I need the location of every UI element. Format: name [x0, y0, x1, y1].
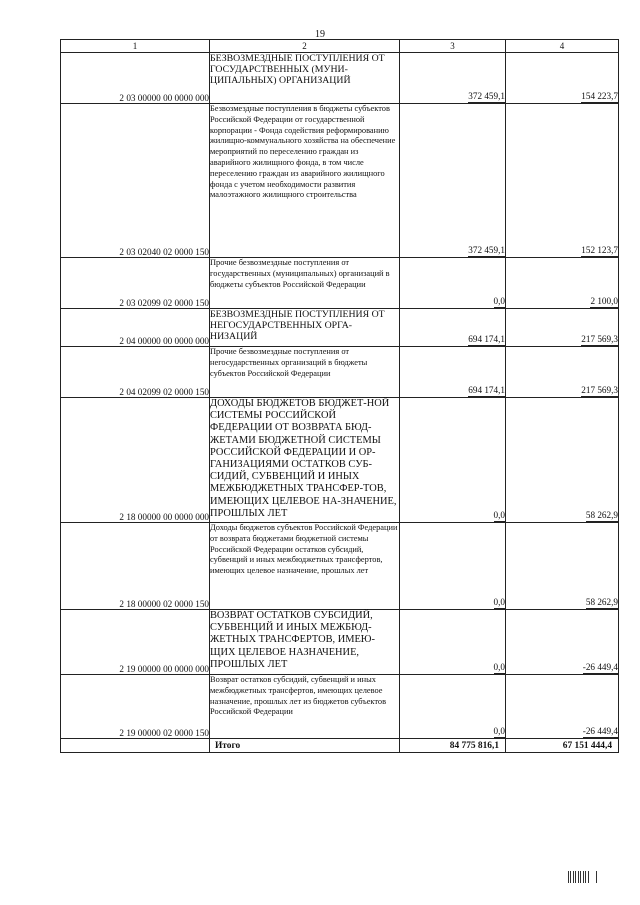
amount-col3 — [400, 309, 506, 347]
budget-code: 2 03 00000 00 0000 000 — [61, 53, 210, 104]
amount-col3 — [400, 610, 506, 675]
table-row — [61, 347, 619, 398]
budget-code: 2 03 02099 02 0000 150 — [61, 258, 210, 309]
total-row — [61, 739, 619, 753]
budget-revenue-table — [60, 39, 619, 753]
amount-col3 — [400, 104, 506, 258]
amount-col3-value: 694 174,1 — [468, 335, 505, 346]
revenue-name: Доходы бюджетов субъектов Российской Федерации от возврата бюджетами бюджетной системы Российской Федерации остатков субсидий, субвенций и иных межбюджетных трансфертов, имеющих целевое назначение, прошлых лет — [210, 523, 400, 610]
total-label: Итого — [210, 739, 400, 753]
amount-col3 — [400, 53, 506, 104]
budget-code: 2 04 02099 02 0000 150 — [61, 347, 210, 398]
amount-col4 — [506, 610, 619, 675]
budget-code: 2 18 00000 00 0000 000 — [61, 398, 210, 523]
revenue-name: ВОЗВРАТ ОСТАТКОВ СУБСИДИЙ, СУБВЕНЦИЙ И ИНЫХ МЕЖБЮД-ЖЕТНЫХ ТРАНСФЕРТОВ, ИМЕЮ-ЩИХ ЦЕЛЕВОЕ НАЗНАЧЕНИЕ, ПРОШЛЫХ ЛЕТ — [210, 610, 400, 675]
amount-col4 — [506, 258, 619, 309]
total-col4: 67 151 444,4 — [506, 739, 619, 753]
revenue-name: БЕЗВОЗМЕЗДНЫЕ ПОСТУПЛЕНИЯ ОТ НЕГОСУДАРСТВЕННЫХ ОРГА-НИЗАЦИЙ — [210, 309, 400, 347]
budget-code: 2 19 00000 00 0000 000 — [61, 610, 210, 675]
amount-col3-value: 0,0 — [494, 511, 505, 522]
amount-col3-value: 0,0 — [494, 297, 505, 308]
amount-col3-value: 0,0 — [494, 598, 505, 609]
table-row — [61, 675, 619, 739]
amount-col4-value: -26 449,4 — [583, 663, 618, 674]
amount-col4-value: 152 123,7 — [581, 246, 618, 257]
amount-col3 — [400, 398, 506, 523]
revenue-name: ДОХОДЫ БЮДЖЕТОВ БЮДЖЕТ-НОЙ СИСТЕМЫ РОССИЙСКОЙ ФЕДЕРАЦИИ ОТ ВОЗВРАТА БЮД-ЖЕТАМИ БЮДЖЕТНОЙ СИСТЕМЫ РОССИЙСКОЙ ФЕДЕРАЦИИ И ОР-ГАНИЗАЦИЯМИ ОСТАТКОВ СУБ-СИДИЙ, СУБВЕНЦИЙ И ИНЫХ МЕЖБЮДЖЕТНЫХ ТРАНСФЕР-ТОВ, ИМЕЮЩИХ ЦЕЛЕВОЕ НА-ЗНАЧЕНИЕ, ПРОШЛЫХ ЛЕТ — [210, 398, 400, 523]
amount-col3-value: 694 174,1 — [468, 386, 505, 397]
budget-code: 2 18 00000 02 0000 150 — [61, 523, 210, 610]
barcode-tail-mark — [596, 871, 597, 883]
column-header-name: 2 — [210, 40, 400, 53]
table-header-row — [61, 40, 619, 53]
amount-col3-value: 372 459,1 — [468, 246, 505, 257]
amount-col3-value: 372 459,1 — [468, 92, 505, 103]
amount-col4 — [506, 309, 619, 347]
amount-col4 — [506, 523, 619, 610]
amount-col4-value: 217 569,3 — [581, 386, 618, 397]
amount-col3 — [400, 675, 506, 739]
table-row — [61, 398, 619, 523]
amount-col4-value: 217 569,3 — [581, 335, 618, 346]
amount-col4 — [506, 398, 619, 523]
total-code-cell — [61, 739, 210, 753]
table-row — [61, 309, 619, 347]
budget-code: 2 04 00000 00 0000 000 — [61, 309, 210, 347]
column-header-code: 1 — [61, 40, 210, 53]
column-header-amount-1: 3 — [400, 40, 506, 53]
amount-col4 — [506, 347, 619, 398]
budget-code: 2 19 00000 02 0000 150 — [61, 675, 210, 739]
amount-col4 — [506, 104, 619, 258]
revenue-name: Безвозмездные поступления в бюджеты субъектов Российской Федерации от государственной корпорации - Фонда содействия реформированию жилищно-коммунального хозяйства на обеспечение мероприятий по переселению граждан из аварийного жилищного фонда, в том числе переселению граждан из аварийного жилищного фонда с учетом необходимости развития малоэтажного жилищного строительства — [210, 104, 400, 258]
revenue-name: Прочие безвозмездные поступления от государственных (муниципальных) организаций в бюджеты субъектов Российской Федерации — [210, 258, 400, 309]
amount-col4-value: -26 449,4 — [583, 727, 618, 738]
page-number: 19 — [315, 29, 325, 40]
amount-col3-value: 0,0 — [494, 727, 505, 738]
budget-code: 2 03 02040 02 0000 150 — [61, 104, 210, 258]
revenue-name: БЕЗВОЗМЕЗДНЫЕ ПОСТУПЛЕНИЯ ОТ ГОСУДАРСТВЕННЫХ (МУНИ-ЦИПАЛЬНЫХ) ОРГАНИЗАЦИЙ — [210, 53, 400, 104]
amount-col4-value: 58 262,9 — [586, 598, 618, 609]
amount-col4-value: 154 223,7 — [581, 92, 618, 103]
total-col3: 84 775 816,1 — [400, 739, 506, 753]
amount-col4 — [506, 53, 619, 104]
amount-col3 — [400, 523, 506, 610]
column-header-amount-2: 4 — [506, 40, 619, 53]
amount-col3 — [400, 347, 506, 398]
revenue-name: Прочие безвозмездные поступления от негосударственных организаций в бюджеты субъектов Российской Федерации — [210, 347, 400, 398]
table-row — [61, 523, 619, 610]
amount-col4-value: 2 100,0 — [590, 297, 618, 308]
amount-col3 — [400, 258, 506, 309]
revenue-name: Возврат остатков субсидий, субвенций и иных межбюджетных трансфертов, имеющих целевое назначение, прошлых лет из бюджетов субъектов Российской Федерации — [210, 675, 400, 739]
table-row — [61, 53, 619, 104]
amount-col4-value: 58 262,9 — [586, 511, 618, 522]
table-row — [61, 610, 619, 675]
amount-col4 — [506, 675, 619, 739]
table-row — [61, 104, 619, 258]
amount-col3-value: 0,0 — [494, 663, 505, 674]
table-row — [61, 258, 619, 309]
barcode-mark — [568, 871, 590, 883]
